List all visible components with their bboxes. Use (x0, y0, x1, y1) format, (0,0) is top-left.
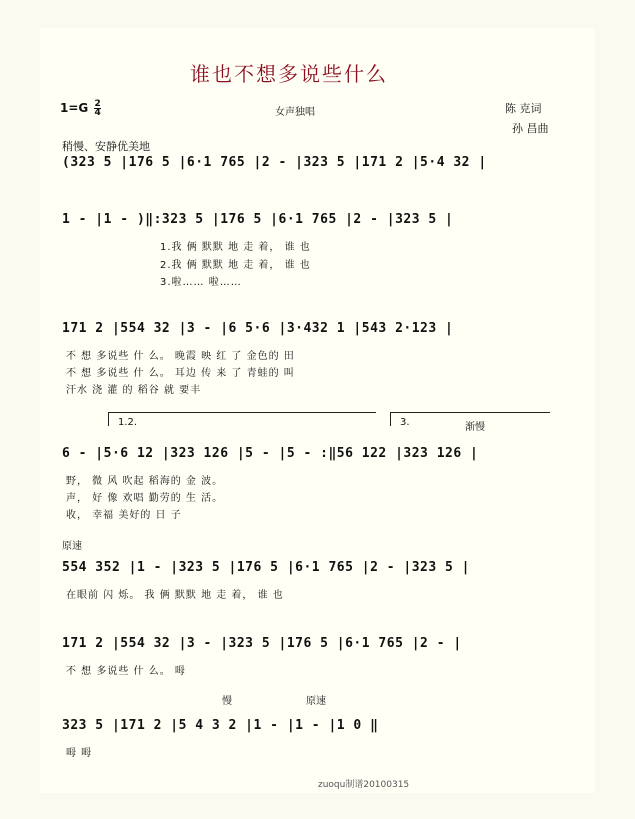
system-5-lyric-1: 在眼前 闪 烁。 我 俩 默默 地 走 着， 谁 也 (66, 590, 284, 601)
tempo-a-tempo-2: 原速 (306, 696, 326, 707)
system-2-lyric-3: 3.啦…… 啦…… (160, 277, 242, 288)
system-2-lyric-2: 2.我 俩 默默 地 走 着， 谁 也 (160, 260, 311, 271)
volta-1-line (108, 412, 376, 413)
system-6-lyric-1: 不 想 多说些 什 么。 呣 (66, 666, 186, 677)
system-1-notes: (323 5 |176 5 |6·1 765 |2 - |323 5 |171 2 |5·4 32 | (62, 155, 487, 170)
system-3-lyric-1: 不 想 多说些 什 么。 晚霞 映 红 了 金色的 田 (66, 351, 295, 362)
key-label: 1=G (60, 101, 89, 115)
time-bottom: 4 (94, 108, 101, 118)
system-4-lyric-2: 声， 好 像 欢唱 勤劳的 生 活。 (66, 493, 224, 504)
system-3-lyric-3: 汗水 浇 灌 的 稻谷 就 要丰 (66, 385, 202, 396)
time-signature (94, 100, 100, 117)
system-4-lyric-1: 野， 微 风 吹起 稻海的 金 波。 (66, 476, 224, 487)
tempo-a-tempo: 原速 (62, 541, 82, 552)
tempo-rit: 渐慢 (465, 422, 485, 433)
volta-2-label: 3. (400, 417, 410, 428)
tempo-marking: 稍慢、安静优美地 (62, 140, 150, 153)
lyricist: 陈 克词 (505, 102, 542, 115)
system-7-lyric-1: 呣 呣 (66, 748, 93, 759)
tempo-slow: 慢 (222, 696, 232, 707)
volta-1-label: 1.2. (118, 417, 138, 428)
volta-2-start (390, 412, 391, 426)
composer: 孙 昌曲 (512, 122, 549, 135)
time-top: 2 (94, 99, 101, 109)
song-title: 谁也不想多说些什么 (190, 62, 388, 86)
system-3-lyric-2: 不 想 多说些 什 么。 耳边 传 来 了 青蛙的 叫 (66, 368, 295, 379)
footer-credit: zuoqu制谱20100315 (318, 780, 410, 790)
system-4-lyric-3: 收， 幸福 美好的 日 子 (66, 510, 182, 521)
system-5-notes: 554 352 |1 - |323 5 |176 5 |6·1 765 |2 - |323 5 | (62, 560, 471, 575)
system-7-notes: 323 5 |171 2 |5 4 3 2 |1 - |1 - |1 0 ‖ (62, 718, 379, 733)
system-6-notes: 171 2 |554 32 |3 - |323 5 |176 5 |6·1 765 |2 - | (62, 636, 462, 651)
system-2-lyric-1: 1.我 俩 默默 地 走 着， 谁 也 (160, 242, 311, 253)
system-3-notes: 171 2 |554 32 |3 - |6 5·6 |3·432 1 |543 2·123 | (62, 321, 454, 336)
system-2-notes: 1 - |1 - )‖:323 5 |176 5 |6·1 765 |2 - |323 5 | (62, 212, 454, 227)
performance-type: 女声独唱 (275, 107, 315, 118)
system-4-notes: 6 - |5·6 12 |323 126 |5 - |5 - :‖56 122 |323 126 | (62, 446, 479, 461)
volta-2-line (390, 412, 550, 413)
key-signature (60, 100, 101, 117)
volta-1-start (108, 412, 109, 426)
